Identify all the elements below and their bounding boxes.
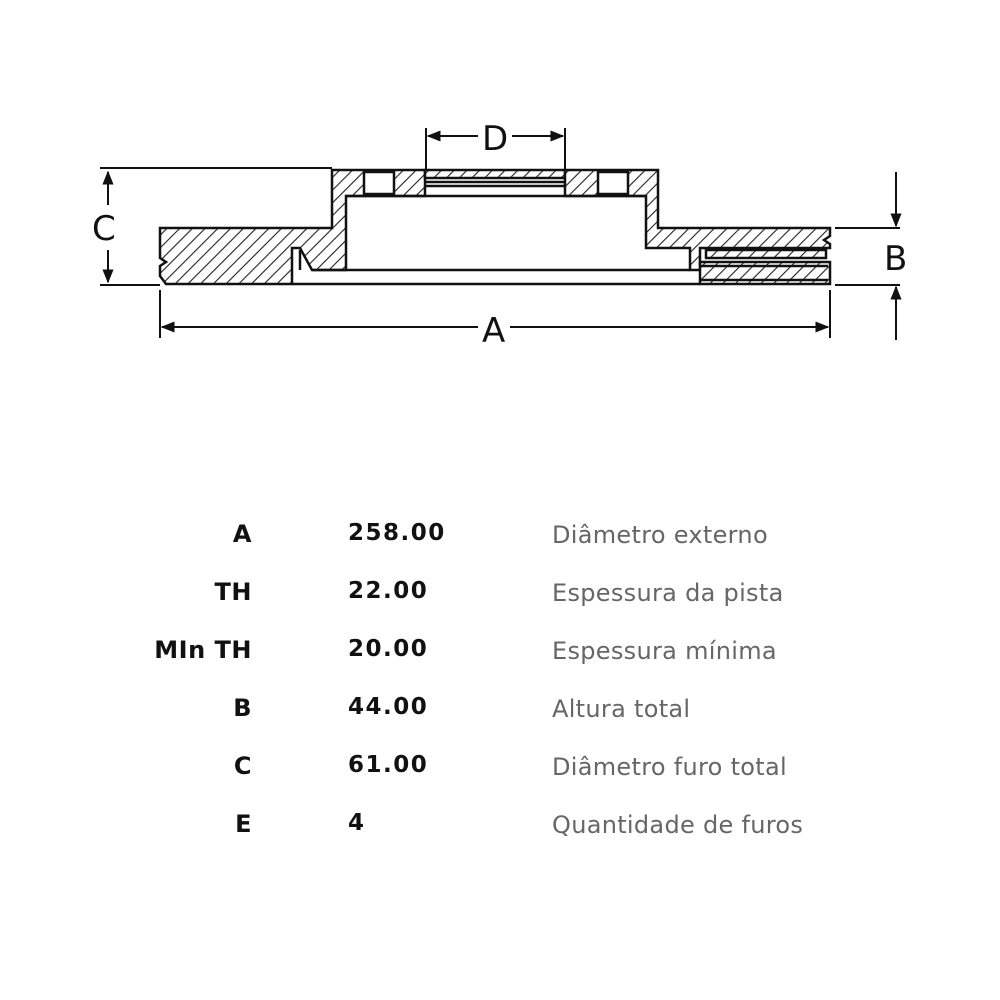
- spec-code: E: [235, 810, 252, 838]
- brake-disc-diagram: [0, 0, 1000, 400]
- spec-row-c: [0, 740, 1000, 798]
- right-mid-plate: [706, 250, 826, 258]
- spec-description: Espessura da pista: [552, 579, 784, 607]
- spec-code: MIn TH: [154, 636, 252, 664]
- spec-row-th: [0, 566, 1000, 624]
- dimension-b-label: B: [884, 239, 908, 279]
- spec-value: 20.00: [348, 636, 429, 662]
- bolt-hole-left: [364, 172, 394, 194]
- spec-description: Diâmetro furo total: [552, 753, 787, 781]
- spec-value: 22.00: [348, 578, 429, 604]
- spec-code: B: [233, 694, 252, 722]
- spec-row-e: [0, 798, 1000, 856]
- spec-description: Diâmetro externo: [552, 521, 768, 549]
- bolt-hole-right: [598, 172, 628, 194]
- spec-value: 4: [348, 810, 366, 836]
- spec-code: TH: [214, 578, 252, 606]
- hat-top-section: [425, 170, 565, 178]
- spec-row-a: [0, 508, 1000, 566]
- dimension-d-label: D: [482, 119, 509, 159]
- spec-description: Espessura mínima: [552, 637, 777, 665]
- spec-row-b: [0, 682, 1000, 740]
- spec-value: 61.00: [348, 752, 429, 778]
- dimension-a-label: A: [482, 311, 506, 351]
- spec-value: 44.00: [348, 694, 429, 720]
- dimension-c-label: C: [92, 209, 116, 249]
- spec-code: A: [232, 520, 252, 548]
- spec-code: C: [233, 752, 252, 780]
- spec-row-min-th: [0, 624, 1000, 682]
- spec-description: Quantidade de furos: [552, 811, 804, 839]
- spec-description: Altura total: [552, 695, 691, 723]
- spec-value: 258.00: [348, 520, 446, 546]
